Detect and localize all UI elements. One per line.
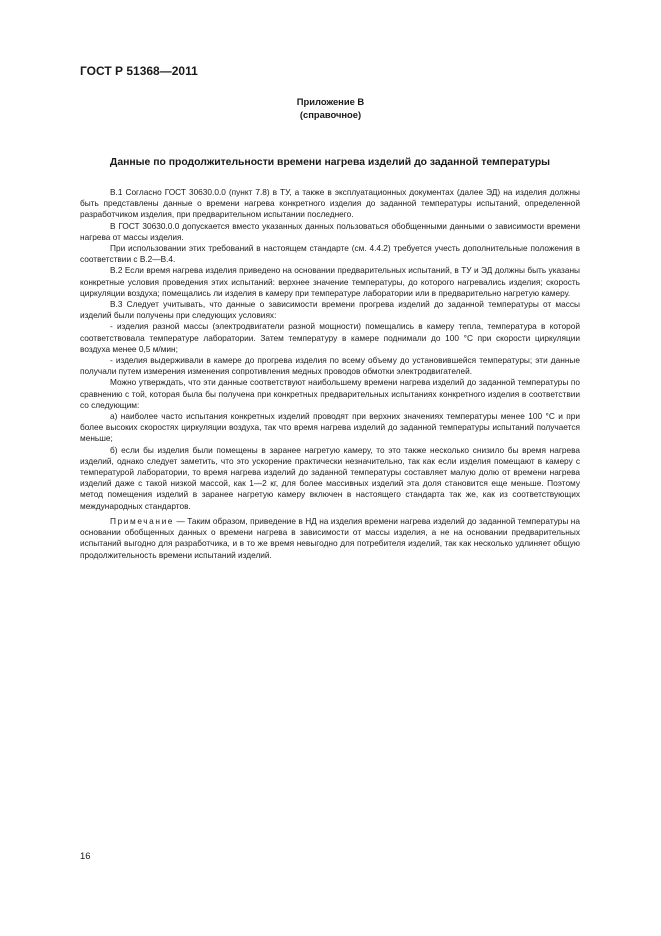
- paragraph-b1-gost: В ГОСТ 30630.0.0 допускается вместо указанных данных пользоваться обобщенными данными о зависимости времени нагрева от массы изделия.: [80, 220, 580, 242]
- note-label: Примечание: [110, 515, 175, 526]
- section-title: Данные по продолжительности времени нагрева изделий до заданной температуры: [109, 157, 551, 168]
- list-item-b: б) если бы изделия были помещены в заранее нагретую камеру, то это также несколько снизило бы время нагрева изделий, однако следует заметить, что это ускорение практически незначительно, так как если изделия помещают в камеру с температурой лаборатории, то время нагрева изделий до заданной температуры составляет малую долю от времени нагрева изделий даже с такой низкой массой, как 1—2 кг, для более массивных изделий эта доля становится еще меньше. Поэтому метод помещения изделий в заранее нагретую камеру включен в настоящего стандарта так же, как из соответствующих международных стандартов.: [80, 444, 580, 511]
- paragraph-assertion: Можно утверждать, что эти данные соответствуют наибольшему времени нагрева изделий до заданной температуры по сравнению с той, которая была бы получена при конкретных предварительных испытаниях конкретного изделия в соответствии со следующим:: [80, 377, 580, 410]
- list-item-mass: - изделия разной массы (электродвигатели разной мощности) помещались в камеру тепла, температура в которой соответствовала температуре лаборатории. Затем температуру в камере поднимали до 100 °С при скорости циркуляции воздуха менее 0,5 м/мин;: [80, 321, 580, 354]
- standard-code-header: ГОСТ Р 51368—2011: [80, 64, 198, 78]
- annex-title: Приложение В: [296, 96, 365, 107]
- note-paragraph: [80, 516, 580, 561]
- annex-subtitle: (справочное): [299, 109, 362, 120]
- list-item-soak: - изделия выдерживали в камере до прогрева изделия по всему объему до установившейся температуры; эти данные получали путем измерения изменения сопротивления медных проводов обмотки электродвигателей.: [80, 355, 580, 377]
- paragraph-b3: В.3 Следует учитывать, что данные о зависимости времени прогрева изделий до заданной температуры от массы изделий были получены при следующих условиях:: [80, 299, 580, 321]
- list-item-a: а) наиболее часто испытания конкретных изделий проводят при верхних значениях температуры менее 100 °С и при более высоких скоростях циркуляции воздуха, так что время нагрева изделий до заданной температуры испытаний получается меньше;: [80, 411, 580, 444]
- paragraph-b1-usage: При использовании этих требований в настоящем стандарте (см. 4.4.2) требуется учесть дополнительные положения в соответствии с В.2—В.4.: [80, 243, 580, 265]
- paragraph-b2: В.2 Если время нагрева изделия приведено на основании предварительных испытаний, в ТУ и ЭД должны быть указаны конкретные условия проведения этих испытаний: верхнее значение температуры, до которого нагревались изделия; скорость циркуляции воздуха; помещались ли изделия в камеру при температуре лаборатории или в предварительно нагретую камеру.: [80, 265, 580, 298]
- note-text: Таким образом, приведение в НД на изделия времени нагрева изделий до заданной температуры на основании обобщенных данных о времени нагрева в зависимости от массы изделия, а не на основании предварительных испытаний выгодно для разработчика, и в то же время невыгодно для потребителя изделий, так как несколько удлиняет общую продолжительность времени испытаний изделий.: [80, 515, 580, 560]
- page-number: 16: [80, 850, 91, 861]
- annex-body: [80, 187, 580, 561]
- note-dash: —: [174, 515, 188, 526]
- paragraph-b1: В.1 Согласно ГОСТ 30630.0.0 (пункт 7.8) в ТУ, а также в эксплуатационных документах (далее ЭД) на изделия должны быть представлены данные о времени нагрева конкретного изделия до заданной температуры испытаний, определенной разработчиком изделия, при предварительном испытании последнего.: [80, 187, 580, 220]
